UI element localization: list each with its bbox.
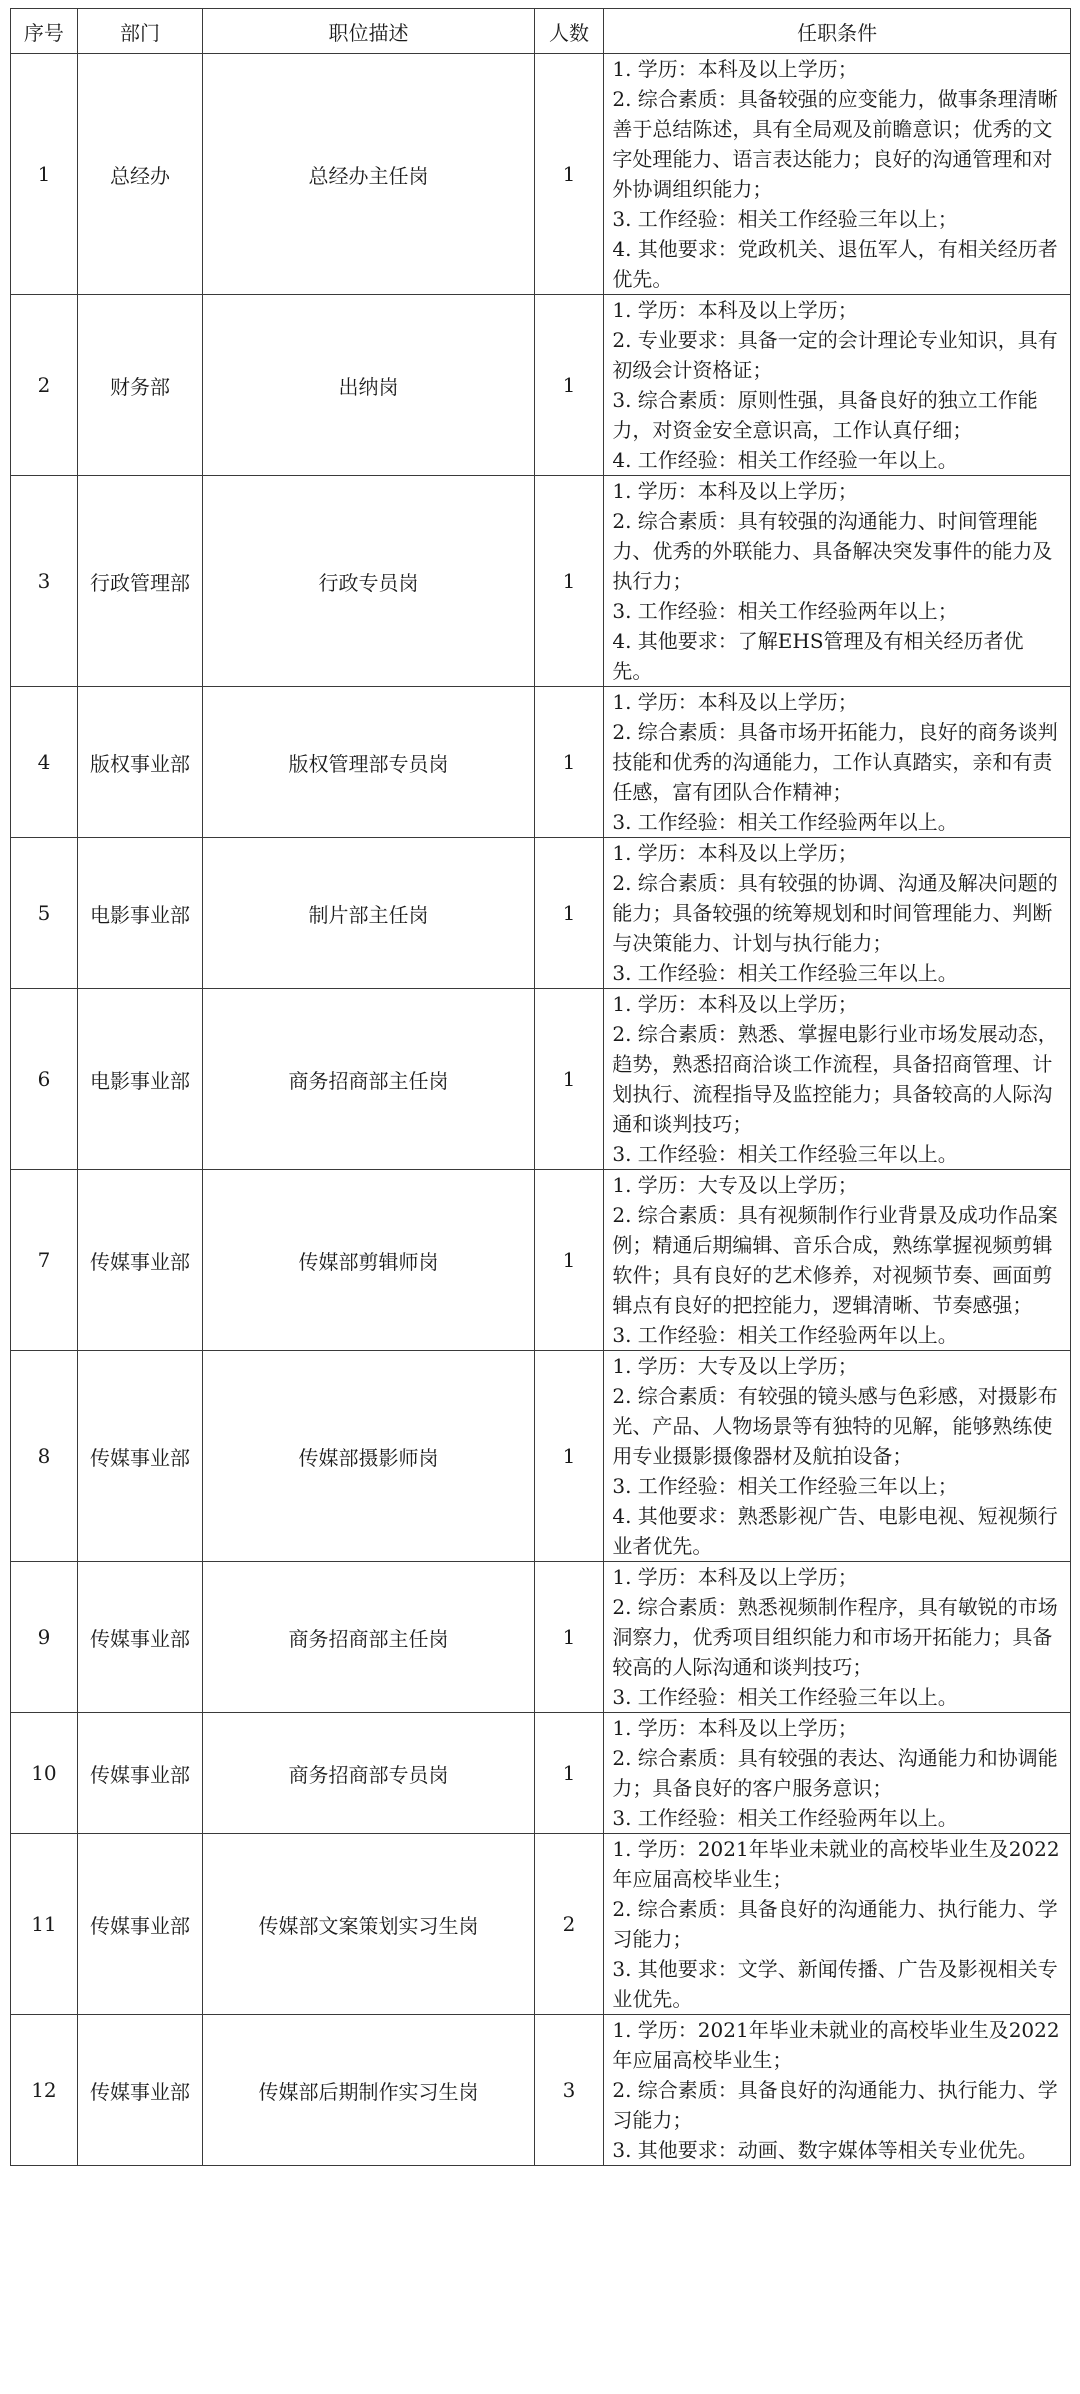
- cell-position: 制片部主任岗: [203, 838, 535, 989]
- cell-no: 2: [11, 295, 78, 476]
- requirement-item: 4. 其他要求：熟悉影视广告、电影电视、短视频行业者优先。: [612, 1504, 1058, 1558]
- cell-requirements: [604, 1834, 1071, 2015]
- requirement-item: 3. 工作经验：相关工作经验三年以上。: [612, 1685, 958, 1709]
- header-no: 序号: [11, 9, 78, 54]
- cell-position: 出纳岗: [203, 295, 535, 476]
- cell-position: 商务招商部专员岗: [203, 1713, 535, 1834]
- requirement-item: 2. 综合素质：具有较强的表达、沟通能力和协调能力；具备良好的客户服务意识；: [612, 1746, 1058, 1800]
- requirement-item: 1. 学历：2021年毕业未就业的高校毕业生及2022年应届高校毕业生；: [612, 1837, 1060, 1891]
- requirement-item: 1. 学历：本科及以上学历；: [612, 298, 858, 322]
- requirement-item: 3. 工作经验：相关工作经验两年以上。: [612, 1806, 958, 1830]
- cell-dept: 传媒事业部: [77, 2015, 202, 2166]
- cell-position: 传媒部文案策划实习生岗: [203, 1834, 535, 2015]
- cell-requirements: [604, 295, 1071, 476]
- cell-requirements: [604, 2015, 1071, 2166]
- requirement-item: 2. 综合素质：熟悉视频制作程序，具有敏锐的市场洞察力，优秀项目组织能力和市场开拓能力；具备较高的人际沟通和谈判技巧；: [612, 1595, 1058, 1679]
- requirement-item: 2. 综合素质：具有较强的协调、沟通及解决问题的能力；具备较强的统筹规划和时间管理能力、判断与决策能力、计划与执行能力；: [612, 871, 1058, 955]
- cell-count: 1: [534, 476, 604, 687]
- cell-requirements: [604, 989, 1071, 1170]
- requirement-item: 3. 工作经验：相关工作经验三年以上。: [612, 961, 958, 985]
- requirement-item: 1. 学历：本科及以上学历；: [612, 841, 858, 865]
- table-row: [11, 1834, 1071, 2015]
- cell-no: 6: [11, 989, 78, 1170]
- header-requirements: 任职条件: [604, 9, 1071, 54]
- cell-dept: 财务部: [77, 295, 202, 476]
- cell-count: 1: [534, 1713, 604, 1834]
- table-row: [11, 54, 1071, 295]
- requirement-item: 1. 学历：本科及以上学历；: [612, 479, 858, 503]
- table-row: [11, 1713, 1071, 1834]
- cell-position: 行政专员岗: [203, 476, 535, 687]
- cell-dept: 传媒事业部: [77, 1170, 202, 1351]
- cell-count: 1: [534, 54, 604, 295]
- cell-position: 商务招商部主任岗: [203, 989, 535, 1170]
- requirement-item: 3. 工作经验：相关工作经验两年以上。: [612, 1323, 958, 1347]
- cell-count: 2: [534, 1834, 604, 2015]
- requirement-item: 3. 其他要求：文学、新闻传播、广告及影视相关专业优先。: [612, 1957, 1058, 2011]
- cell-count: 3: [534, 2015, 604, 2166]
- requirement-item: 3. 工作经验：相关工作经验三年以上；: [612, 207, 958, 231]
- cell-dept: 行政管理部: [77, 476, 202, 687]
- requirement-item: 3. 工作经验：相关工作经验三年以上。: [612, 1142, 958, 1166]
- cell-position: 传媒部剪辑师岗: [203, 1170, 535, 1351]
- cell-requirements: [604, 687, 1071, 838]
- table-row: [11, 1351, 1071, 1562]
- requirement-item: 3. 其他要求：动画、数字媒体等相关专业优先。: [612, 2138, 1038, 2162]
- cell-no: 12: [11, 2015, 78, 2166]
- requirement-item: 4. 工作经验：相关工作经验一年以上。: [612, 448, 958, 472]
- cell-dept: 传媒事业部: [77, 1713, 202, 1834]
- cell-position: 传媒部摄影师岗: [203, 1351, 535, 1562]
- requirement-item: 2. 综合素质：具备较强的应变能力，做事条理清晰善于总结陈述，具有全局观及前瞻意识；优秀的文字处理能力、语言表达能力；良好的沟通管理和对外协调组织能力；: [612, 87, 1058, 201]
- cell-dept: 版权事业部: [77, 687, 202, 838]
- requirement-item: 2. 综合素质：具备良好的沟通能力、执行能力、学习能力；: [612, 2078, 1058, 2132]
- table-row: [11, 838, 1071, 989]
- cell-no: 4: [11, 687, 78, 838]
- requirement-item: 2. 综合素质：具有较强的沟通能力、时间管理能力、优秀的外联能力、具备解决突发事件的能力及执行力；: [612, 509, 1053, 593]
- cell-position: 传媒部后期制作实习生岗: [203, 2015, 535, 2166]
- requirement-item: 1. 学历：本科及以上学历；: [612, 992, 858, 1016]
- header-count: 人数: [534, 9, 604, 54]
- cell-count: 1: [534, 687, 604, 838]
- requirement-item: 2. 综合素质：具备良好的沟通能力、执行能力、学习能力；: [612, 1897, 1058, 1951]
- requirement-item: 1. 学历：本科及以上学历；: [612, 1716, 858, 1740]
- cell-no: 7: [11, 1170, 78, 1351]
- cell-dept: 传媒事业部: [77, 1562, 202, 1713]
- cell-position: 版权管理部专员岗: [203, 687, 535, 838]
- requirement-item: 1. 学历：本科及以上学历；: [612, 57, 858, 81]
- requirement-item: 3. 工作经验：相关工作经验两年以上；: [612, 599, 958, 623]
- requirement-item: 3. 工作经验：相关工作经验两年以上。: [612, 810, 958, 834]
- cell-no: 10: [11, 1713, 78, 1834]
- requirement-item: 2. 综合素质：熟悉、掌握电影行业市场发展动态，趋势，熟悉招商洽谈工作流程，具备招商管理、计划执行、流程指导及监控能力；具备较高的人际沟通和谈判技巧；: [612, 1022, 1058, 1136]
- requirement-item: 4. 其他要求：党政机关、退伍军人，有相关经历者优先。: [612, 237, 1058, 291]
- cell-requirements: [604, 54, 1071, 295]
- requirement-item: 1. 学历：本科及以上学历；: [612, 690, 858, 714]
- cell-dept: 总经办: [77, 54, 202, 295]
- cell-requirements: [604, 1351, 1071, 1562]
- header-row: [11, 9, 1071, 54]
- table-row: [11, 687, 1071, 838]
- cell-no: 5: [11, 838, 78, 989]
- cell-no: 9: [11, 1562, 78, 1713]
- requirement-item: 4. 其他要求：了解EHS管理及有相关经历者优先。: [612, 629, 1024, 683]
- requirement-item: 1. 学历：大专及以上学历；: [612, 1173, 858, 1197]
- table-row: [11, 1170, 1071, 1351]
- requirement-item: 2. 专业要求：具备一定的会计理论专业知识，具有初级会计资格证；: [612, 328, 1058, 382]
- cell-requirements: [604, 838, 1071, 989]
- cell-position: 总经办主任岗: [203, 54, 535, 295]
- requirement-item: 2. 综合素质：有较强的镜头感与色彩感，对摄影布光、产品、人物场景等有独特的见解，能够熟练使用专业摄影摄像器材及航拍设备；: [612, 1384, 1058, 1468]
- requirement-item: 1. 学历：大专及以上学历；: [612, 1354, 858, 1378]
- cell-requirements: [604, 1170, 1071, 1351]
- cell-no: 11: [11, 1834, 78, 2015]
- requirement-item: 1. 学历：2021年毕业未就业的高校毕业生及2022年应届高校毕业生；: [612, 2018, 1060, 2072]
- cell-no: 3: [11, 476, 78, 687]
- requirement-item: 3. 工作经验：相关工作经验三年以上；: [612, 1474, 958, 1498]
- cell-dept: 电影事业部: [77, 989, 202, 1170]
- requirement-item: 3. 综合素质：原则性强，具备良好的独立工作能力，对资金安全意识高，工作认真仔细；: [612, 388, 1038, 442]
- table-row: [11, 2015, 1071, 2166]
- cell-requirements: [604, 1562, 1071, 1713]
- requirement-item: 2. 综合素质：具有视频制作行业背景及成功作品案例；精通后期编辑、音乐合成，熟练掌握视频剪辑软件；具有良好的艺术修养，对视频节奏、画面剪辑点有良好的把控能力，逻辑清晰、节奏感强；: [612, 1203, 1058, 1317]
- header-dept: 部门: [77, 9, 202, 54]
- table-row: [11, 989, 1071, 1170]
- cell-count: 1: [534, 1170, 604, 1351]
- cell-no: 8: [11, 1351, 78, 1562]
- cell-no: 1: [11, 54, 78, 295]
- cell-dept: 传媒事业部: [77, 1351, 202, 1562]
- cell-requirements: [604, 1713, 1071, 1834]
- requirement-item: 2. 综合素质：具备市场开拓能力，良好的商务谈判技能和优秀的沟通能力，工作认真踏实，亲和有责任感，富有团队合作精神；: [612, 720, 1058, 804]
- cell-requirements: [604, 476, 1071, 687]
- cell-count: 1: [534, 1351, 604, 1562]
- requirement-item: 1. 学历：本科及以上学历；: [612, 1565, 858, 1589]
- recruitment-table: [10, 8, 1071, 2166]
- table-row: [11, 295, 1071, 476]
- cell-dept: 电影事业部: [77, 838, 202, 989]
- cell-count: 1: [534, 838, 604, 989]
- cell-count: 1: [534, 1562, 604, 1713]
- cell-count: 1: [534, 989, 604, 1170]
- header-position: 职位描述: [203, 9, 535, 54]
- cell-position: 商务招商部主任岗: [203, 1562, 535, 1713]
- table-row: [11, 1562, 1071, 1713]
- table-row: [11, 476, 1071, 687]
- cell-count: 1: [534, 295, 604, 476]
- cell-dept: 传媒事业部: [77, 1834, 202, 2015]
